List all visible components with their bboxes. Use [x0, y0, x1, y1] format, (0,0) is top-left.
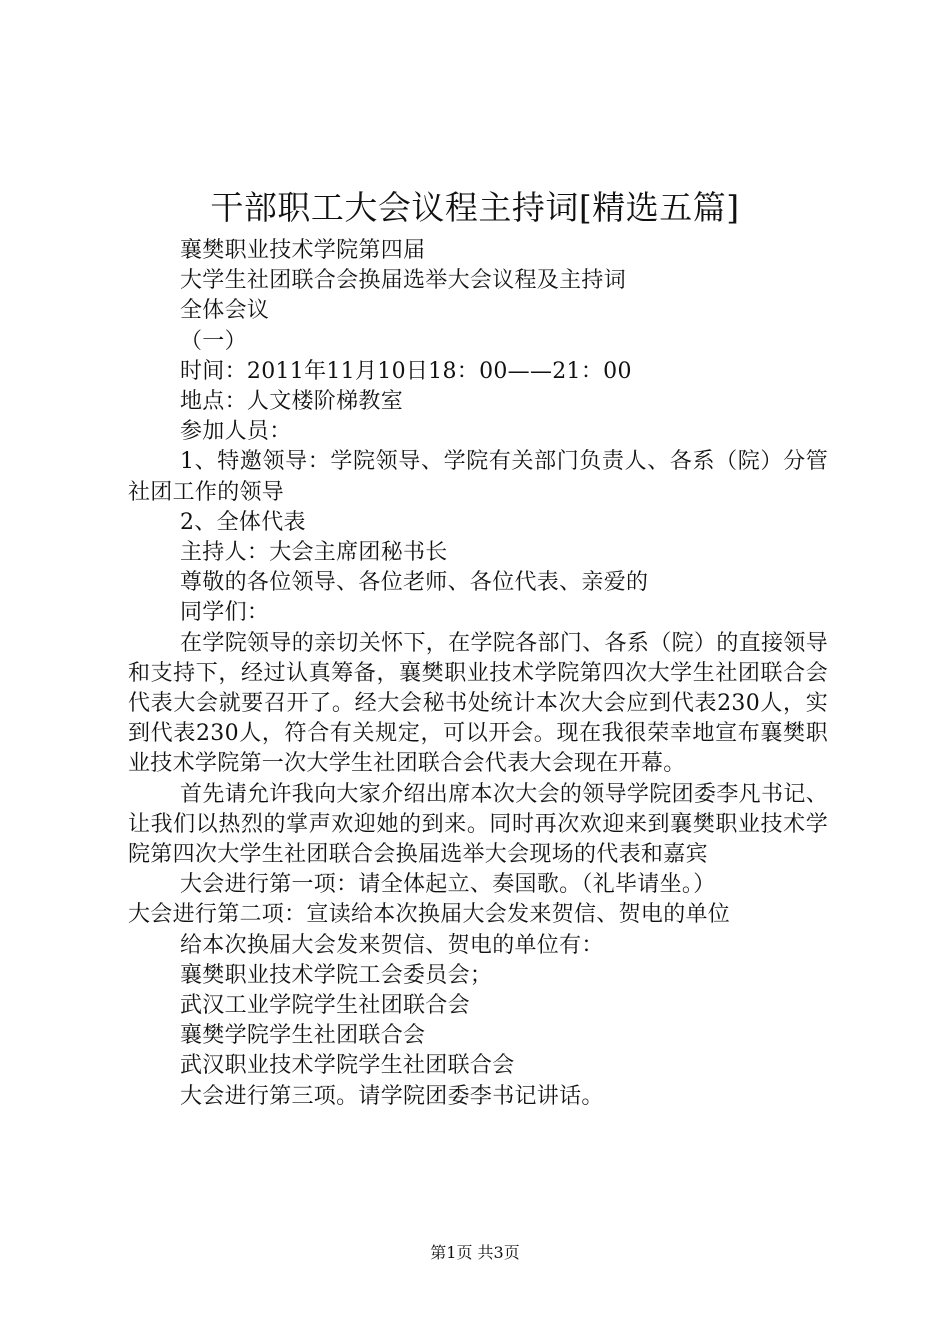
page-footer: 第1页 共3页 [430, 1243, 520, 1262]
header-line-event: 大学生社团联合会换届选举大会议程及主持词 [180, 268, 627, 294]
greeting-line-1: 尊敬的各位领导、各位老师、各位代表、亲爱的 [180, 570, 649, 596]
introduction-paragraph: 首先请允许我向大家介绍出席本次大会的领导学院团委李凡书记、让我们以热烈的掌声欢迎她的到来。同时再次欢迎来到襄樊职业技术学院第四次大学生社团联合会换届选举大会现场的代表和嘉宾 [128, 781, 828, 868]
agenda-item-second: 大会进行第二项：宣读给本次换届大会发来贺信、贺电的单位 [128, 902, 731, 928]
congrats-units-intro: 给本次换届大会发来贺信、贺电的单位有： [180, 932, 604, 958]
greeting-line-2: 同学们： [180, 600, 270, 626]
opening-paragraph: 在学院领导的亲切关怀下，在学院各部门、各系（院）的直接领导和支持下，经过认真筹备，襄樊职业技术学院第四次大学生社团联合会代表大会就要召开了。经大会秘书处统计本次大会应到代表230人，实到代表230人，符合有关规定，可以开会。现在我很荣幸地宣布襄樊职业技术学院第一次大学生社团联合会代表大会现在开幕。 [128, 630, 828, 777]
congrats-unit: 武汉职业技术学院学生社团联合会 [180, 1053, 515, 1079]
host-line: 主持人：大会主席团秘书长 [180, 540, 448, 566]
document-title: 干部职工大会议程主持词[精选五篇] [210, 188, 740, 227]
attendees-item-1: 1、特邀领导：学院领导、学院有关部门负责人、各系（院）分管社团工作的领导 [128, 449, 828, 505]
header-line-plenary: 全体会议 [180, 298, 270, 324]
header-line-section-one: （一） [180, 328, 247, 354]
document-body [128, 236, 828, 1112]
agenda-item-third: 大会进行第三项。请学院团委李书记讲话。 [180, 1083, 604, 1109]
attendees-item-2: 2、全体代表 [180, 509, 306, 535]
congrats-unit: 襄樊职业技术学院工会委员会； [180, 962, 493, 988]
agenda-item-first: 大会进行第一项：请全体起立、奏国歌。（礼毕请坐。） [180, 872, 716, 898]
congrats-unit: 武汉工业学院学生社团联合会 [180, 993, 470, 1019]
attendees-label: 参加人员： [180, 419, 292, 445]
meeting-location: 地点：人文楼阶梯教室 [180, 389, 404, 415]
header-line-school: 襄樊职业技术学院第四届 [180, 238, 426, 263]
meeting-time: 时间：2011年11月10日18：00——21：00 [180, 358, 632, 384]
congrats-unit: 襄樊学院学生社团联合会 [180, 1023, 426, 1049]
